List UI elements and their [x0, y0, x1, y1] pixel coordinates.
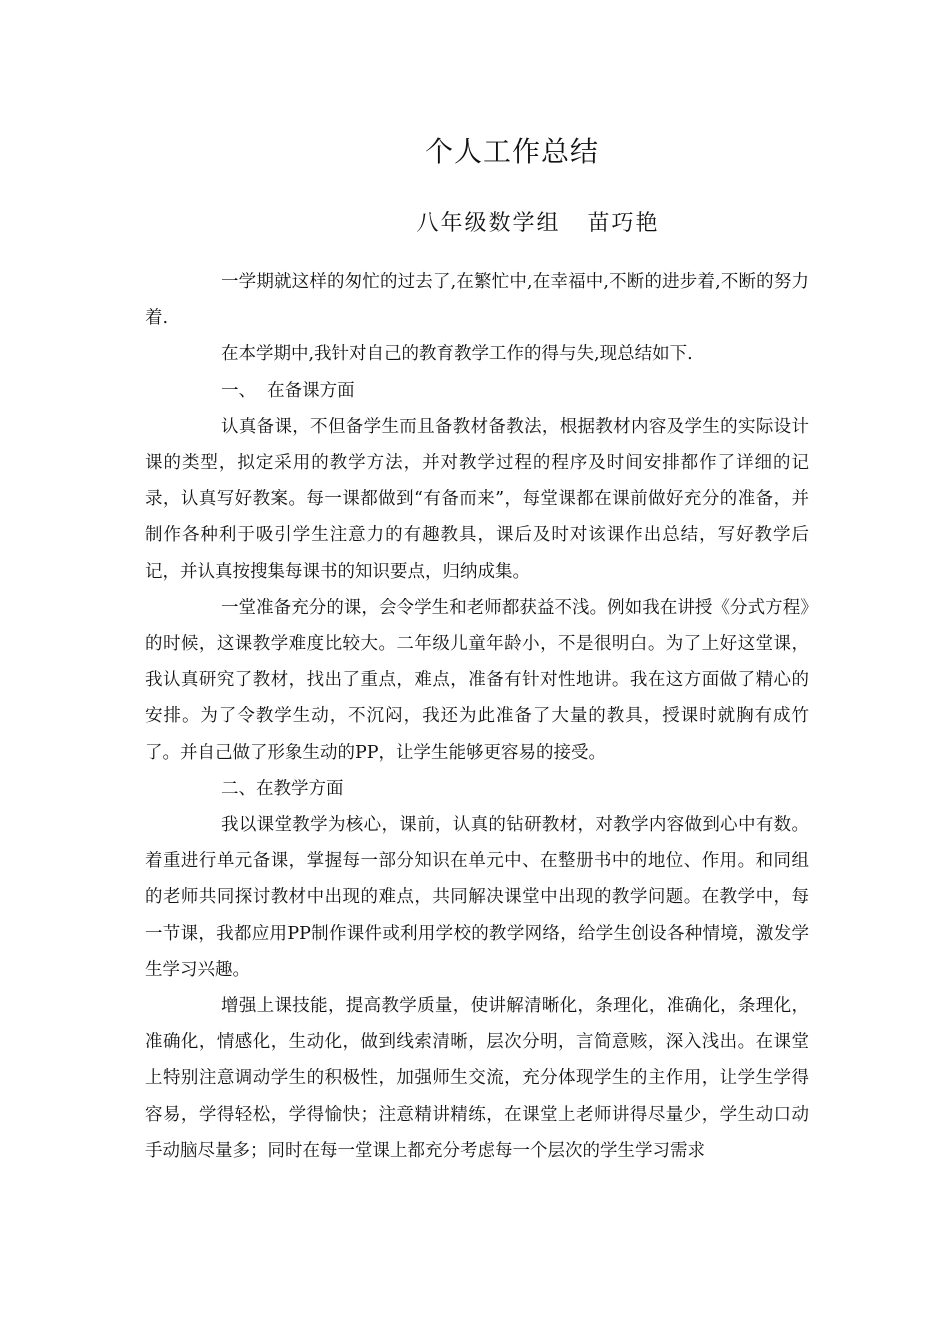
paragraph-example: 一堂准备充分的课，会令学生和老师都获益不浅。例如我在讲授《分式方程》的时候，这课教学难度比较大。二年级儿童年龄小，不是很明白。为了上好这堂课，我认真研究了教材，找出了重点，难点，准备有针对性地讲。我在这方面做了精心的安排。为了令教学生动，不沉闷，我还为此准备了大量的教具，授课时就胸有成竹了。并自己做了形象生动的PP，让学生能够更容易的接受。 — [145, 597, 809, 763]
paragraph-intro: 一学期就这样的匆忙的过去了,在繁忙中,在幸福中,不断的进步着,不断的努力着. — [145, 272, 809, 329]
paragraph-teaching-core: 我以课堂教学为核心，课前，认真的钻研教材，对教学内容做到心中有数。着重进行单元备课，掌握每一部分知识在单元中、在整册书中的地位、作用。和同组的老师共同探讨教材中出现的难点，共同解决课堂中出现的教学问题。在教学中，每一节课，我都应用PP制作课件或利用学校的教学网络，给学生创设各种情境，激发学生学习兴趣。 — [145, 815, 809, 980]
paragraph-summary-lead: 在本学期中,我针对自己的教育教学工作的得与失,现总结如下. — [221, 344, 693, 365]
document-body — [145, 264, 809, 1169]
paragraph-teaching-skills: 增强上课技能，提高教学质量，使讲解清晰化，条理化，准确化，条理化，准确化，情感化，生动化，做到线索清晰，层次分明，言简意赅，深入浅出。在课堂上特别注意调动学生的积极性，加强师生交流，充分体现学生的主作用，让学生学得容易，学得轻松，学得愉快；注意精讲精练，在课堂上老师讲得尽量少，学生动口动手动脑尽量多；同时在每一堂课上都充分考虑每一个层次的学生学习需求 — [145, 996, 809, 1161]
section-heading-teaching: 二、在教学方面 — [221, 778, 344, 799]
document-title: 个人工作总结 — [424, 135, 599, 168]
paragraph-preparation: 认真备课，不但备学生而且备教材备教法，根据教材内容及学生的实际设计课的类型，拟定采用的教学方法，并对教学过程的程序及时间安排都作了详细的记录，认真写好教案。每一课都做到“有备而来”，每堂课都在课前做好充分的准备，并制作各种利于吸引学生注意力的有趣教具，课后及时对该课作出总结，写好教学后记，并认真按搜集每课书的知识要点，归纳成集。 — [145, 416, 809, 582]
document-subtitle: 八年级数学组 苗巧艳 — [416, 211, 660, 236]
section-heading-preparation: 一、 在备课方面 — [221, 380, 355, 401]
